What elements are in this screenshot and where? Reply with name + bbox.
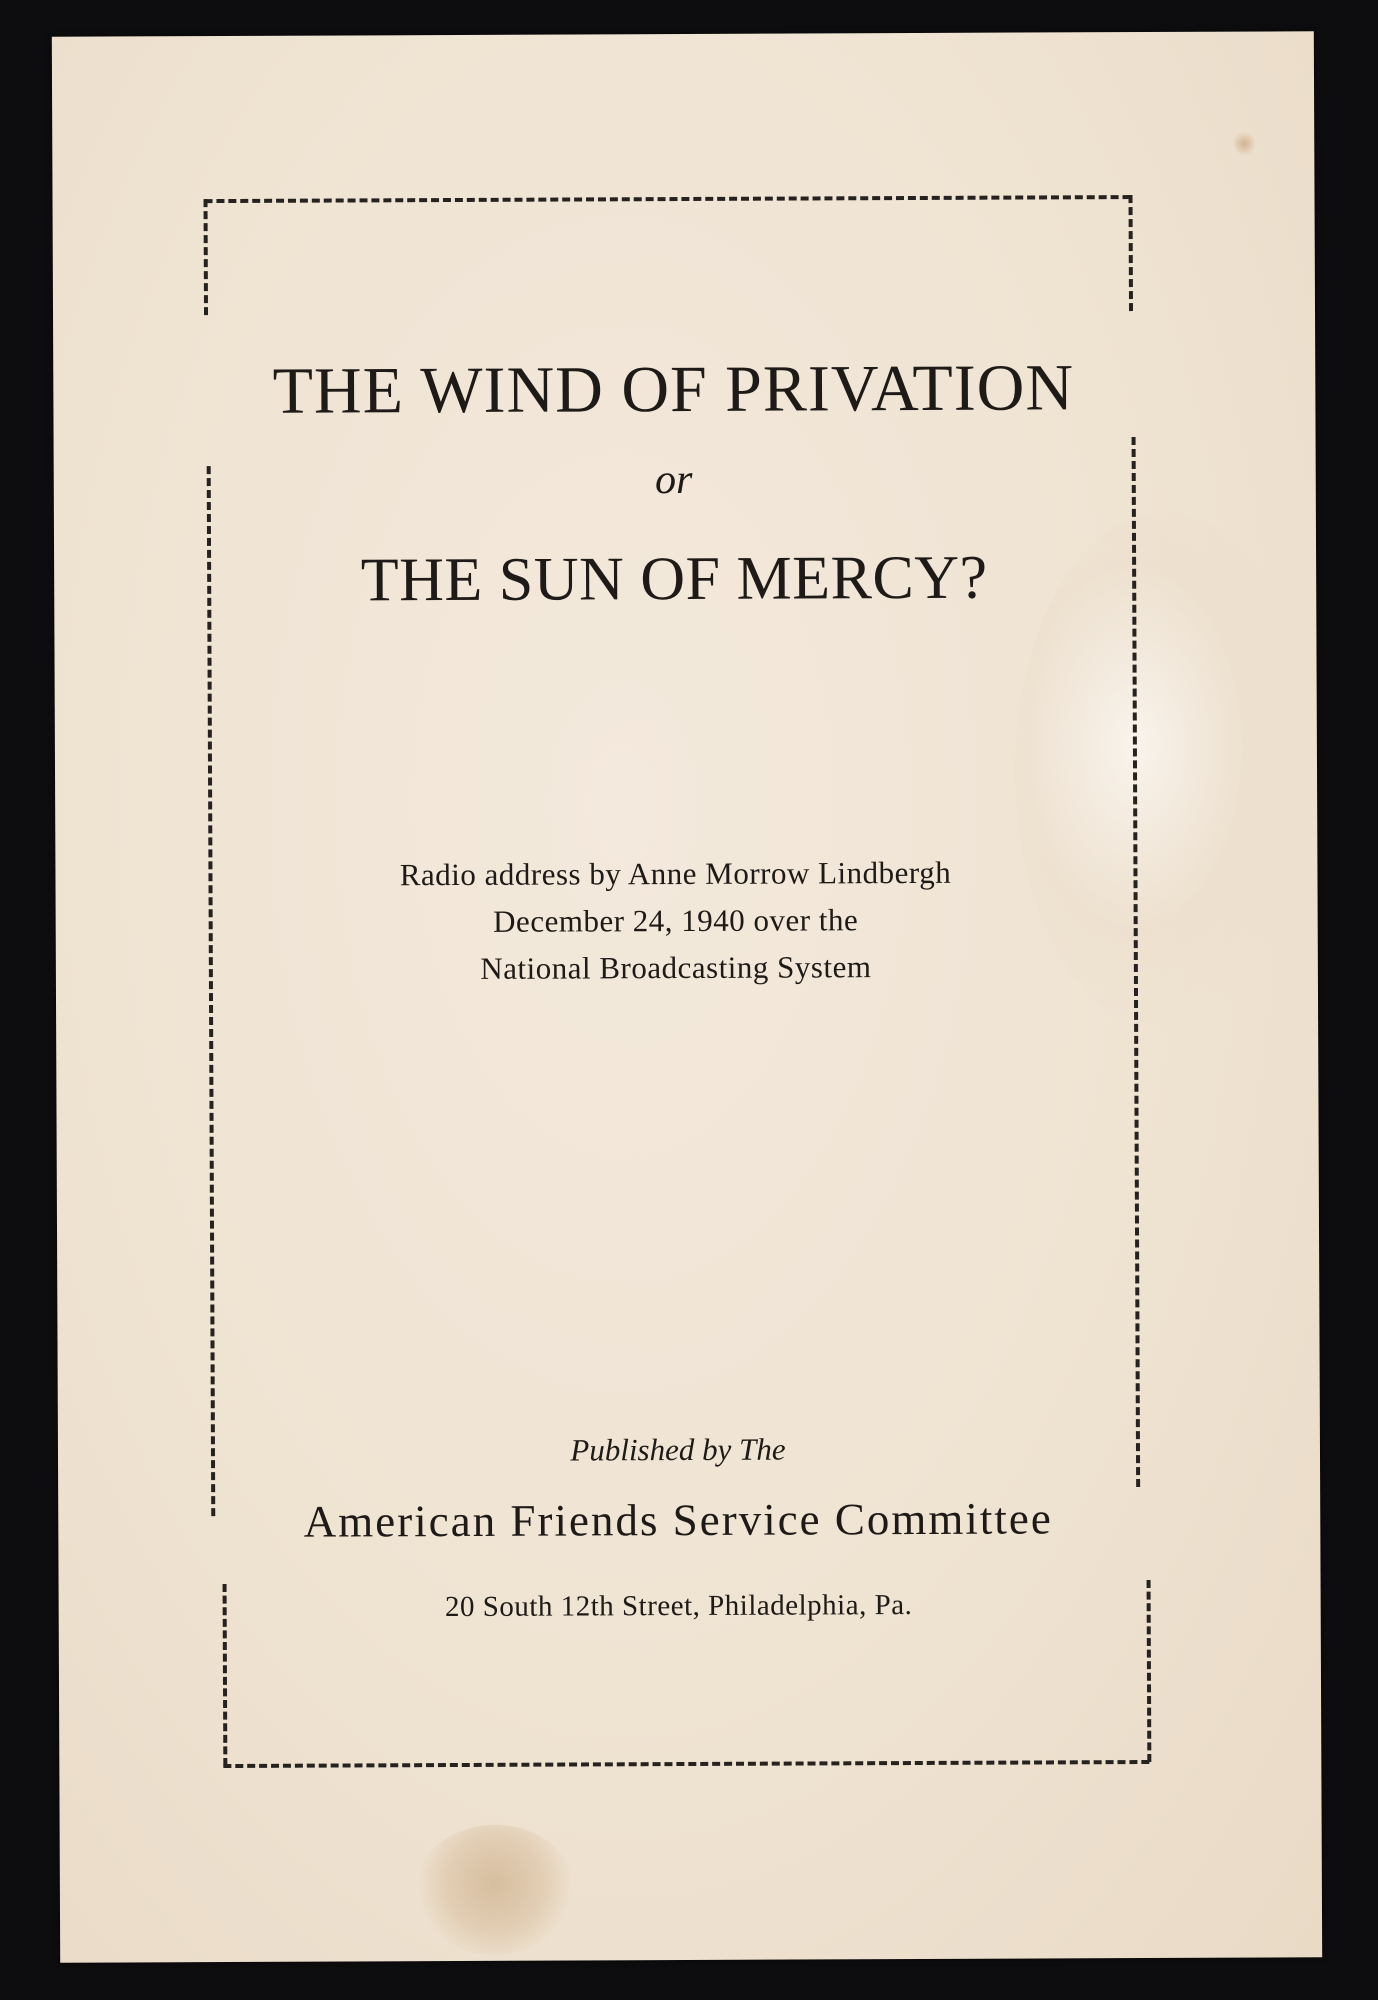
subtitle-line: Radio address by Anne Morrow Lindbergh	[399, 854, 952, 893]
spot-stain	[1232, 132, 1256, 156]
title-connector: or	[654, 456, 693, 504]
coffee-stain	[415, 1824, 576, 1955]
border-top-rule	[205, 195, 1131, 203]
border-left-rule	[204, 199, 209, 315]
title-line-1: THE WIND OF PRIVATION	[272, 351, 1075, 428]
subtitle-line: December 24, 1940 over the	[493, 902, 859, 939]
published-by-label: Published by The	[570, 1431, 786, 1468]
subtitle-line: National Broadcasting System	[480, 949, 872, 986]
subtitle-block	[205, 848, 1146, 993]
title-line-2: THE SUN OF MERCY?	[360, 543, 988, 615]
border-bottom-rule	[223, 1760, 1149, 1768]
publisher-address: 20 South 12th Street, Philadelphia, Pa.	[444, 1589, 913, 1624]
pamphlet-cover	[52, 31, 1322, 1962]
publisher-name: American Friends Service Committee	[303, 1493, 1053, 1547]
border-right-rule	[1129, 195, 1134, 311]
